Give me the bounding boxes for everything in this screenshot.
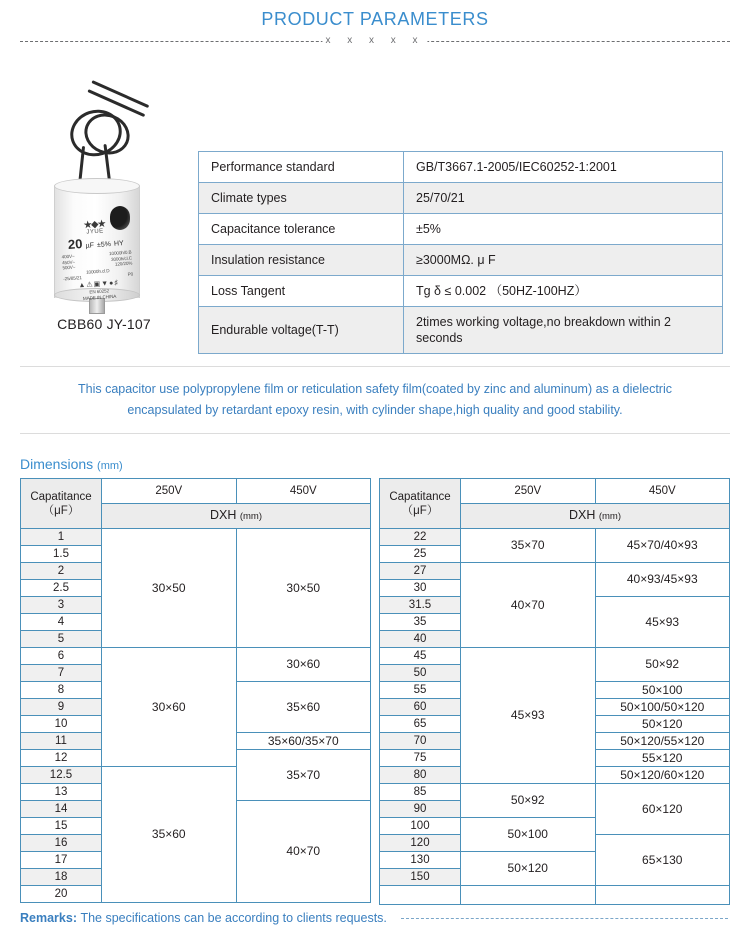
product-model-caption: CBB60 JY-107 [57, 316, 151, 332]
cell-450v: 50×92 [595, 648, 730, 682]
cell-capacitance: 2 [21, 563, 102, 580]
description-line-1: This capacitor use polypropylene film or reticulation safety film(coated by zinc and aluminum) as a dielectric [77, 382, 672, 396]
param-value: Tg δ ≤ 0.002 （50HZ-100HZ） [404, 276, 723, 307]
cell-capacitance: 1.5 [21, 546, 102, 563]
cell-250v: 50×100 [461, 818, 596, 852]
table-row [21, 529, 371, 546]
cell-450v: 50×100 [595, 682, 730, 699]
label-climate: -25/85/21 [63, 275, 82, 282]
cell-capacitance: 55 [380, 682, 461, 699]
cell-capacitance: 15 [21, 818, 102, 835]
cell-450v: 45×70/40×93 [595, 529, 730, 563]
header-capacitance-text: Capatitance [30, 490, 92, 503]
cell-capacitance: 18 [21, 869, 102, 886]
table-row [199, 152, 723, 183]
label-standard: EN 60252 [89, 288, 110, 295]
table-row [199, 307, 723, 354]
dimensions-tables [20, 478, 730, 905]
cell-capacitance: 20 [21, 886, 102, 903]
label-protection: P0 [127, 271, 134, 278]
cell-250v: 35×60 [102, 767, 237, 903]
cell-250v: 35×70 [461, 529, 596, 563]
header-dxh-unit: (mm) [239, 511, 263, 522]
table-row [199, 183, 723, 214]
cell-capacitance: 3 [21, 597, 102, 614]
cell-250v: 45×93 [461, 648, 596, 784]
cell-450v: 35×60 [236, 682, 371, 733]
cell-450v: 60×120 [595, 784, 730, 835]
header-capacitance-unit: （μF） [42, 504, 80, 517]
cell-capacitance: 14 [21, 801, 102, 818]
header-capacitance-text: Capatitance [389, 490, 451, 503]
header-450v: 450V [595, 479, 730, 504]
label-capacitance-value: 20 [67, 235, 83, 252]
cell-empty [595, 886, 730, 905]
product-overview-section [0, 48, 750, 358]
cell-450v: 40×70 [236, 801, 371, 903]
cell-450v: 55×120 [595, 750, 730, 767]
remarks-label: Remarks: [20, 911, 77, 925]
label-spec-right: 3000h/cl.C [110, 255, 133, 262]
remarks-footer [20, 911, 750, 925]
cell-capacitance: 4 [21, 614, 102, 631]
param-value: GB/T3667.1-2005/IEC60252-1:2001 [404, 152, 723, 183]
label-capacitance-unit: µF [85, 242, 95, 250]
header-capacitance [380, 479, 461, 529]
cell-250v: 50×92 [461, 784, 596, 818]
cell-450v: 35×60/35×70 [236, 733, 371, 750]
divider-x-marks: x x x x x [322, 34, 427, 48]
label-spec-right: 120/20% [114, 260, 133, 267]
cell-450v: 50×100/50×120 [595, 699, 730, 716]
table-row [199, 214, 723, 245]
cell-capacitance: 10 [21, 716, 102, 733]
table-row [380, 784, 730, 801]
cell-capacitance: 80 [380, 767, 461, 784]
table-row [199, 276, 723, 307]
table-row [380, 886, 730, 905]
param-key: Loss Tangent [199, 276, 404, 307]
title-divider [0, 36, 750, 48]
table-row [21, 648, 371, 665]
cell-250v: 30×50 [102, 529, 237, 648]
cell-capacitance: 11 [21, 733, 102, 750]
cell-empty [380, 886, 461, 905]
cell-capacitance: 8 [21, 682, 102, 699]
param-key: Climate types [199, 183, 404, 214]
cell-capacitance: 85 [380, 784, 461, 801]
dimensions-section-title [20, 456, 750, 472]
cell-capacitance: 150 [380, 869, 461, 886]
dimensions-table-left [20, 478, 371, 903]
table-row [380, 529, 730, 546]
param-key: Endurable voltage(T-T) [199, 307, 404, 354]
label-origin: MADE IN CHINA [82, 293, 117, 301]
cell-450v: 50×120/55×120 [595, 733, 730, 750]
cell-capacitance: 12 [21, 750, 102, 767]
table-header-row [21, 479, 371, 504]
header-250v: 250V [461, 479, 596, 504]
cell-capacitance: 27 [380, 563, 461, 580]
remarks-dashed-line [401, 918, 728, 919]
cell-capacitance: 75 [380, 750, 461, 767]
cell-empty [461, 886, 596, 905]
label-spec-left: 450V~ [61, 259, 76, 266]
cell-capacitance: 25 [380, 546, 461, 563]
dimensions-title-unit: (mm) [97, 460, 123, 472]
cell-capacitance: 100 [380, 818, 461, 835]
table-row [380, 648, 730, 665]
cell-capacitance: 17 [21, 852, 102, 869]
header-450v: 450V [236, 479, 371, 504]
parameters-table-container [198, 151, 723, 354]
cell-capacitance: 65 [380, 716, 461, 733]
capacitor-label [59, 218, 134, 303]
brand-logo-icon: ★◆★ [83, 218, 106, 230]
param-value: ±5% [404, 214, 723, 245]
brand-name: JYUE [86, 228, 104, 236]
cell-capacitance: 7 [21, 665, 102, 682]
cell-capacitance: 1 [21, 529, 102, 546]
cell-capacitance: 40 [380, 631, 461, 648]
product-description [20, 366, 730, 434]
table-row [380, 563, 730, 580]
table-row [199, 245, 723, 276]
header-dxh: DXH (mm) [102, 504, 371, 529]
cell-capacitance: 9 [21, 699, 102, 716]
product-figure [18, 60, 190, 332]
header-250v: 250V [102, 479, 237, 504]
cell-450v: 30×60 [236, 648, 371, 682]
cell-capacitance: 12.5 [21, 767, 102, 784]
cell-capacitance: 22 [380, 529, 461, 546]
cell-capacitance: 5 [21, 631, 102, 648]
capacitor-top-cap [54, 178, 140, 194]
cell-450v: 65×130 [595, 835, 730, 886]
page-title: PRODUCT PARAMETERS [261, 9, 489, 29]
header-capacitance-unit: （μF） [401, 504, 439, 517]
param-value: 2times working voltage,no breakdown within 2 seconds [404, 307, 723, 354]
cell-capacitance: 45 [380, 648, 461, 665]
parameters-table [198, 151, 723, 354]
table-header-row [380, 479, 730, 504]
cell-capacitance: 16 [21, 835, 102, 852]
cell-capacitance: 6 [21, 648, 102, 665]
remarks-text: The specifications can be according to clients requests. [80, 911, 387, 925]
cell-450v: 40×93/45×93 [595, 563, 730, 597]
cell-250v: 40×70 [461, 563, 596, 648]
cell-450v: 50×120/60×120 [595, 767, 730, 784]
label-spec-right: 10000h/0.B [108, 249, 132, 257]
param-key: Capacitance tolerance [199, 214, 404, 245]
cell-capacitance: 90 [380, 801, 461, 818]
param-value: ≥3000MΩ. μ F [404, 245, 723, 276]
cell-capacitance: 50 [380, 665, 461, 682]
cell-capacitance: 13 [21, 784, 102, 801]
label-class: HY [113, 240, 124, 248]
header-capacitance [21, 479, 102, 529]
cell-capacitance: 31.5 [380, 597, 461, 614]
label-spec-left: 500V~ [62, 264, 76, 271]
param-key: Performance standard [199, 152, 404, 183]
description-line-2: encapsulated by retardant epoxy resin, with cylinder shape,high quality and good stability. [127, 403, 623, 417]
cell-capacitance: 30 [380, 580, 461, 597]
capacitor-illustration [18, 60, 190, 312]
label-tolerance: ±5% [96, 240, 112, 249]
header-dxh-unit: (mm) [598, 511, 622, 522]
cell-capacitance: 2.5 [21, 580, 102, 597]
param-key: Insulation resistance [199, 245, 404, 276]
cell-250v: 30×60 [102, 648, 237, 767]
cell-450v: 35×70 [236, 750, 371, 801]
cell-capacitance: 120 [380, 835, 461, 852]
cell-450v: 50×120 [595, 716, 730, 733]
label-cert-icons: ▲⚠▣▼●♯ [78, 279, 120, 290]
cell-capacitance: 60 [380, 699, 461, 716]
cell-capacitance: 130 [380, 852, 461, 869]
page-header [0, 0, 750, 48]
cell-450v: 45×93 [595, 597, 730, 648]
cell-capacitance: 35 [380, 614, 461, 631]
header-dxh: DXH (mm) [461, 504, 730, 529]
cell-capacitance: 70 [380, 733, 461, 750]
dimensions-table-right [379, 478, 730, 905]
label-spec-left: 400V~ [61, 253, 75, 260]
param-value: 25/70/21 [404, 183, 723, 214]
cell-450v: 30×50 [236, 529, 371, 648]
label-spec-line: 10000h.cl.D [85, 267, 110, 275]
cell-250v: 50×120 [461, 852, 596, 886]
dimensions-title-text: Dimensions [20, 456, 94, 472]
